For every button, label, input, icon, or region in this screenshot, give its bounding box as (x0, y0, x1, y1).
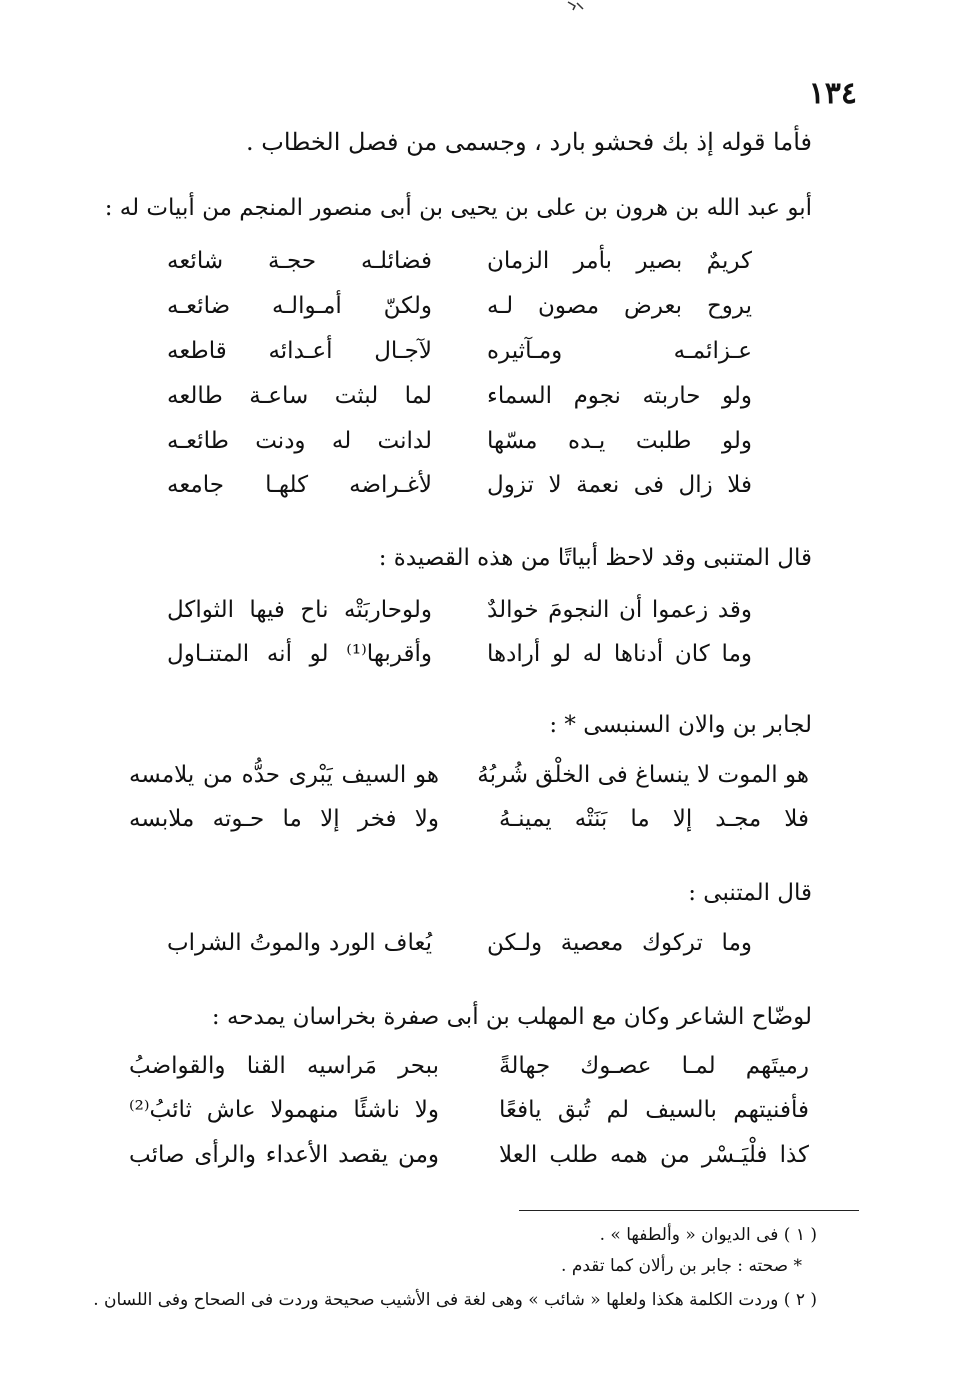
verse-row (129, 1142, 809, 1182)
verse-second-hemistich: ومن يقصد الأعداء والرأى صائب (129, 1142, 439, 1168)
verse-first-hemistich: رميتَهم لمـا عصـوك جهالةً (499, 1053, 809, 1079)
verse-first-hemistich: كذا فلْيَـسْر من همه طلب العلا (499, 1142, 809, 1168)
verse-row (129, 806, 809, 846)
section2-intro: قال المتنبى وقد لاحظ أبياتًا من هذه القصيدة : (378, 545, 812, 571)
verse-first-hemistich: يروح بعرض مصون لـه (487, 293, 752, 319)
section3-intro: لجابر بن والان السنبسى * : (549, 712, 812, 738)
verse-second-hemistich: لآجـال أعـدائه قاطعه (167, 338, 432, 364)
section5-intro: لوضّاح الشاعر وكان مع المهلب بن أبى صفرة بخراسان يمدحه : (211, 1004, 812, 1030)
verse-second-hemistich: ولكنّ أمـوالـه ضائعـه (167, 293, 432, 319)
verse-first-hemistich: ولو حاربته نجوم السماء (487, 383, 752, 409)
verse-first-hemistich: فلا زال فى نعمة لا تزول (487, 472, 752, 498)
footnote: * صحته : جابر بن رألان كما تقدم . (561, 1256, 802, 1276)
verse-row (162, 428, 752, 468)
verse-second-hemistich: ولوحاربَتْه ناح فيها الثواكل (167, 597, 432, 623)
verse-second-hemistich: هو السيف يَبْرى حدُّه من يلامسه (129, 762, 439, 788)
footnote: ( ١ ) فى الديوان « وألطفها » . (599, 1225, 817, 1245)
verse-first-hemistich: وقد زعموا أن النجومَ خوالدٌ (487, 597, 752, 623)
verse-second-hemistich: لأغـراضه كلهـا جامعه (167, 472, 432, 498)
footnote: ( ٢ ) وردت الكلمة هكذا ولعلها « شائب » وهى لغة فى الأشيب صحيحة وردت فى الصحاح وفى اللسان . (93, 1290, 817, 1310)
verse-second-hemistich: يُعاف الورد والموتُ الشراب (167, 930, 432, 956)
scan-mark (565, 0, 587, 14)
verse-row (162, 293, 752, 333)
verse-first-hemistich: فلا مجـد إلا ما بَنَتْه يمينـهُ (499, 806, 809, 832)
verse-row (162, 930, 752, 970)
page-number: ١٣٤ (808, 76, 857, 111)
verse-row (129, 762, 809, 802)
section4-intro: قال المتنبى : (688, 880, 812, 906)
footnote-divider (519, 1210, 859, 1211)
verse-row (162, 383, 752, 423)
verse-row (129, 1053, 809, 1093)
verse-first-hemistich: هو الموت لا ينساغ فى الخلْق شُربُهُ (477, 762, 809, 788)
verse-row (162, 597, 752, 637)
verse-first-hemistich: وما تركوك معصية ولـكن (487, 930, 752, 956)
verse-first-hemistich: ولو طلبت يـده مسّها (487, 428, 752, 454)
verse-row (162, 338, 752, 378)
verse-row (162, 248, 752, 288)
verse-second-hemistich: فضائلـه حجـة شائعه (167, 248, 432, 274)
verse-second-hemistich: ولا فخر إلا ما حـوته ملابسه (129, 806, 439, 832)
verse-second-hemistich: وأقربها⁽¹⁾ لو أنه المتنـاول (167, 641, 432, 667)
verse-row (162, 472, 752, 512)
verse-row (162, 641, 752, 681)
verse-second-hemistich: لما لبثت ساعـة طالعه (167, 383, 432, 409)
verse-second-hemistich: لدانت له ودنت طائعـه (167, 428, 432, 454)
verse-first-hemistich: عـزائمـه ومـآثيره (487, 338, 752, 364)
verse-first-hemistich: وما كان أدناها له لو أرادها (487, 641, 752, 667)
verse-second-hemistich: ببحر مَراسيه القنا والقواضبُ (129, 1053, 439, 1079)
verse-first-hemistich: فأفنيتهم بالسيف لم تُبق يافعًا (499, 1097, 809, 1123)
verse-first-hemistich: كريمٌ بصير بأمر الزمان (487, 248, 752, 274)
opening-line: فأما قوله إذ بك فحشو بارد ، وجسمى من فصل الخطاب . (246, 128, 812, 156)
verse-row (129, 1097, 809, 1137)
section1-intro: أبو عبد الله بن هرون بن على بن يحيى بن أبى منصور المنجم من أبيات له : (104, 195, 812, 221)
verse-second-hemistich: ولا ناشئًا منهمولا عاش ثائبُ⁽²⁾ (129, 1097, 439, 1123)
